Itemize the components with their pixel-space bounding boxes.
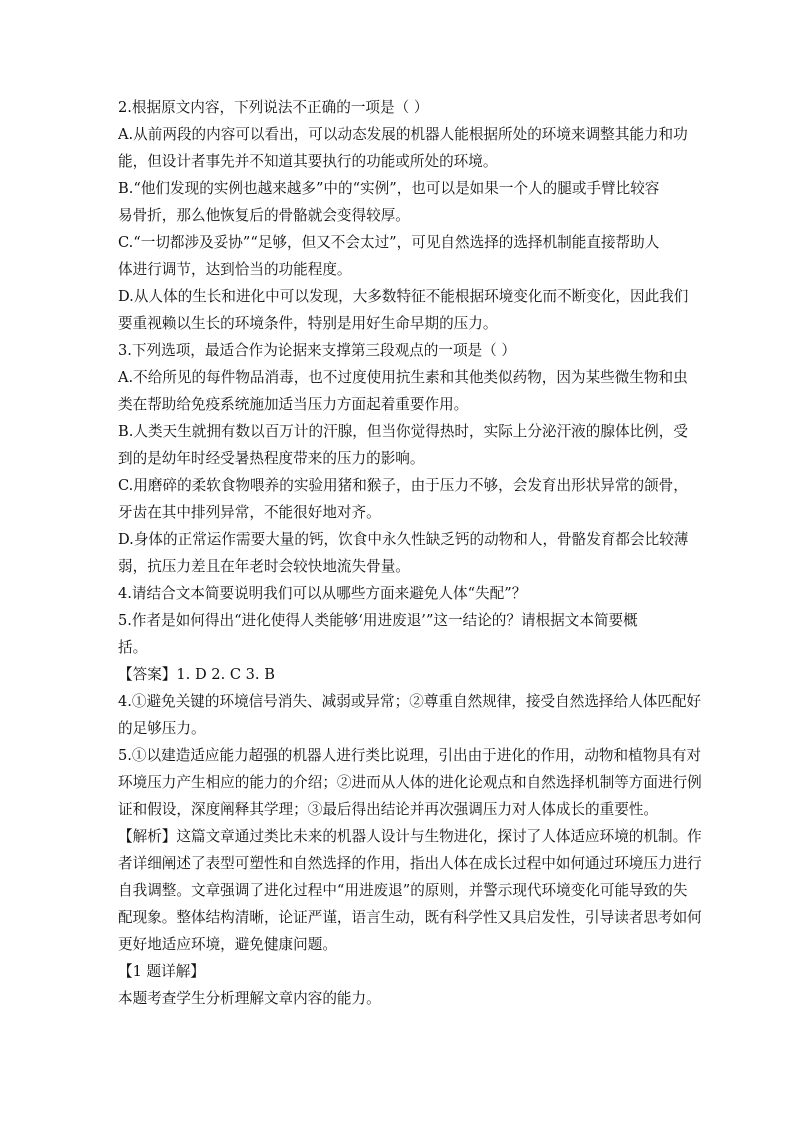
question-1-detail-heading: 【1 题详解】	[118, 963, 205, 980]
question-2-option-b-cont: 易骨折，那么他恢复后的骨骼就会变得较厚。	[118, 207, 410, 224]
question-3-option-c-cont: 牙齿在其中排列异常，不能很好地对齐。	[118, 504, 381, 521]
question-2-option-d-cont: 要重视赖以生长的环境条件，特别是用好生命早期的压力。	[118, 315, 498, 332]
answer-4-cont: 的足够压力。	[118, 720, 206, 737]
analysis-cont-1: 者详细阐述了表型可塑性和自然选择的作用，指出人体在成长过程中如何通过环境压力进行	[118, 855, 702, 872]
answer-key: 【答案】1. D 2. C 3. B	[118, 666, 275, 683]
question-3-option-a: A.不给所见的每件物品消毒，也不过度使用抗生素和其他类似药物，因为某些微生物和虫	[118, 369, 688, 386]
question-2-stem: 2.根据原文内容，下列说法不正确的一项是（ ）	[118, 99, 429, 116]
question-5-stem-cont: 括。	[118, 639, 148, 656]
analysis-cont-2: 自我调整。文章强调了进化过程中“用进废退”的原则，并警示现代环境变化可能导致的失	[118, 882, 688, 899]
analysis-cont-4: 更好地适应环境，避免健康问题。	[118, 936, 337, 953]
question-2-option-d: D.从人体的生长和进化中可以发现，大多数特征不能根据环境变化而不断变化，因此我们	[118, 288, 689, 305]
answer-4: 4.①避免关键的环境信号消失、减弱或异常；②尊重自然规律，接受自然选择给人体匹配好	[118, 693, 702, 710]
question-1-detail-text: 本题考查学生分析理解文章内容的能力。	[118, 990, 381, 1007]
question-2-option-c-cont: 体进行调节，达到恰当的功能程度。	[118, 261, 352, 278]
question-3-stem: 3.下列选项，最适合作为论据来支撑第三段观点的一项是（ ）	[118, 342, 517, 359]
question-3-option-b: B.人类天生就拥有数以百万计的汗腺，但当你觉得热时，实际上分泌汗液的腺体比例，受	[118, 423, 688, 440]
question-3-option-d: D.身体的正常运作需要大量的钙，饮食中永久性缺乏钙的动物和人，骨骼发育都会比较薄	[118, 531, 689, 548]
question-4-stem: 4.请结合文本简要说明我们可以从哪些方面来避免人体“失配”？	[118, 585, 527, 602]
analysis: 【解析】这篇文章通过类比未来的机器人设计与生物进化，探讨了人体适应环境的机制。作	[118, 828, 702, 845]
question-2-option-c: C.“一切都涉及妥协”“足够，但又不会太过”，可见自然选择的选择机制能直接帮助人	[118, 234, 660, 251]
question-3-option-b-cont: 到的是幼年时经受暑热程度带来的压力的影响。	[118, 450, 425, 467]
question-2-option-b: B.“他们发现的实例也越来越多”中的“实例”，也可以是如果一个人的腿或手臂比较容	[118, 180, 660, 197]
question-3-option-d-cont: 弱，抗压力差且在年老时会较快地流失骨量。	[118, 558, 410, 575]
answer-5: 5.①以建造适应能力超强的机器人进行类比说理，引出由于进化的作用，动物和植物具有对	[118, 747, 702, 764]
question-2-option-a-cont: 能，但设计者事先并不知道其要执行的功能或所处的环境。	[118, 153, 498, 170]
answer-5-cont-2: 证和假设，深度阐释其学理；③最后得出结论并再次强调压力对人体成长的重要性。	[118, 801, 658, 818]
analysis-cont-3: 配现象。整体结构清晰，论证严谨，语言生动，既有科学性又具启发性，引导读者思考如何	[118, 909, 702, 926]
question-3-option-a-cont: 类在帮助给免疫系统施加适当压力方面起着重要作用。	[118, 396, 469, 413]
question-2-option-a: A.从前两段的内容可以看出，可以动态发展的机器人能根据所处的环境来调整其能力和功	[118, 126, 688, 143]
document-body	[118, 94, 702, 1012]
question-5-stem: 5.作者是如何得出“进化使得人类能够‘用进废退’”这一结论的？请根据文本简要概	[118, 612, 638, 629]
answer-5-cont-1: 环境压力产生相应的能力的介绍；②进而从人体的进化论观点和自然选择机制等方面进行例	[118, 774, 702, 791]
question-3-option-c: C.用磨碎的柔软食物喂养的实验用猪和猴子，由于压力不够，会发育出形状异常的颌骨，	[118, 477, 688, 494]
